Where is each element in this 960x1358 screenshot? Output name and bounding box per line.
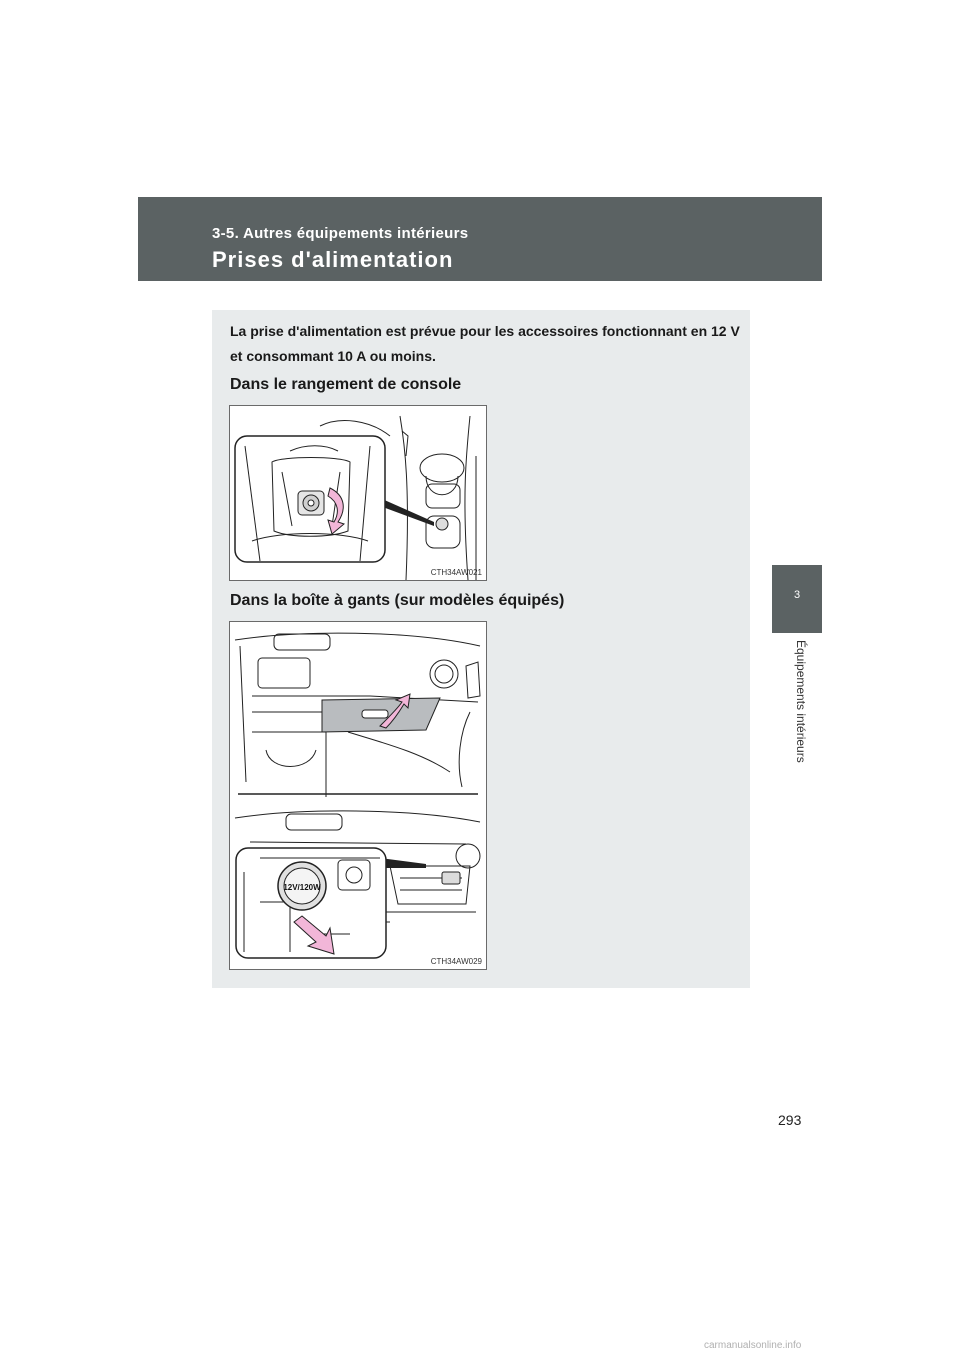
chapter-tab[interactable] xyxy=(772,565,822,633)
page-title: Prises d'alimentation xyxy=(212,247,454,272)
section-label: 3-5. Autres équipements intérieurs xyxy=(212,225,469,242)
figure-glovebox xyxy=(229,621,487,970)
watermark: carmanualsonline.info xyxy=(704,1340,802,1351)
glovebox-illustration xyxy=(230,622,486,969)
section-header xyxy=(138,197,822,281)
figure-console xyxy=(229,405,487,581)
outlet-label: 12V/120W xyxy=(283,883,321,892)
console-illustration xyxy=(230,406,486,580)
subheading-console: Dans le rangement de console xyxy=(230,376,462,393)
figure-code-console: CTH34AW021 xyxy=(430,568,482,577)
chapter-number: 3 xyxy=(793,589,801,601)
content-panel xyxy=(212,310,750,988)
chapter-title: Équipements intérieurs xyxy=(794,640,808,763)
figure-code-glovebox: CTH34AW029 xyxy=(430,957,482,966)
subheading-glovebox: Dans la boîte à gants (sur modèles équipés) xyxy=(230,592,565,609)
intro-text: La prise d'alimentation est prévue pour les accessoires fonctionnant en 12 V et consommant 10 A ou moins. xyxy=(230,323,740,364)
page-number: 293 xyxy=(778,1112,802,1128)
